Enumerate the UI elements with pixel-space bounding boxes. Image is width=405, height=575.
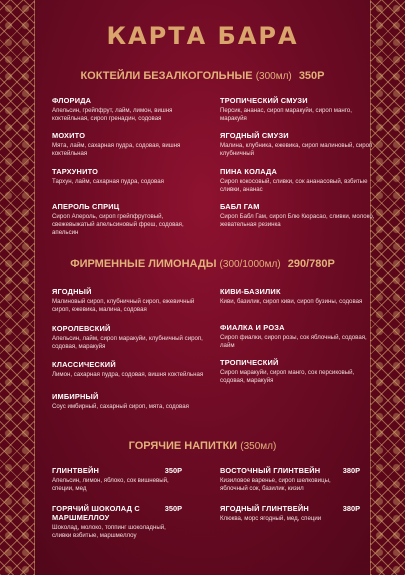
item-name: ФЛОРИДА (52, 96, 92, 105)
item-name: ТРОПИЧЕСКИЙ СМУЗИ (220, 96, 308, 105)
menu-item (52, 466, 182, 493)
section-volume: (300/1000мл) (219, 259, 281, 270)
item-price: 350Р (164, 504, 182, 513)
item-name: МОХИТО (52, 131, 86, 140)
item-description: Персик, ананас, сироп маракуйи, сироп манго, маракуйя (220, 107, 352, 122)
section-heading-hot-drinks (40, 440, 365, 452)
item-name: ЯГОДНЫЙ (52, 287, 92, 296)
item-description: Сироп Бабл Гам, сироп Блю Кюрасао, сливки, молоко, жевательная резинка (220, 213, 375, 228)
item-description: Шоколад, молоко, топпинг шоколадный, сливки взбитые, маршмеллоу (52, 524, 166, 539)
menu-item (52, 131, 207, 158)
menu-item (220, 466, 360, 493)
item-name: ЯГОДНЫЙ ГЛИНТВЕЙН (220, 504, 309, 513)
item-description: Сироп кокосовый, сливки, сок ананасовый, взбитые сливки, ананас (220, 178, 368, 193)
item-description: Малиновый сироп, клубничный сироп, ежевичный сироп, ежевика, малина, содовая (52, 298, 195, 313)
menu-item (52, 504, 182, 540)
menu-item (220, 167, 375, 194)
item-price: 380Р (342, 504, 360, 513)
ornament-border-left (0, 0, 35, 575)
item-description: Соус имбирный, сахарный сироп, мята, содовая (52, 403, 189, 410)
item-name: БАБЛ ГАМ (220, 202, 260, 211)
item-description: Апельсин, лайм, сироп маракуйи, клубничный сироп, содовая, маракуйя (52, 335, 203, 350)
item-name: ТАРХУНИТО (52, 167, 99, 176)
menu-item (220, 358, 375, 385)
menu-item (220, 287, 375, 306)
menu-item (52, 96, 207, 123)
section-name: ФИРМЕННЫЕ ЛИМОНАДЫ (70, 258, 217, 270)
item-name: ГОРЯЧИЙ ШОКОЛАД С МАРШМЕЛЛОУ (52, 504, 140, 522)
menu-item (220, 131, 375, 158)
page-title: КАРТА БАРА (106, 22, 299, 50)
item-description: Клюква, морс ягодный, мед, специи (220, 515, 322, 522)
item-name: ВОСТОЧНЫЙ ГЛИНТВЕЙН (220, 466, 321, 475)
item-name: ПИНА КОЛАДА (220, 167, 278, 176)
menu-item (52, 392, 207, 411)
item-name: ТРОПИЧЕСКИЙ (220, 358, 279, 367)
section-price: 350Р (298, 70, 325, 82)
item-name: ГЛИНТВЕЙН (52, 466, 100, 475)
item-name: КИВИ-БАЗИЛИК (220, 287, 281, 296)
menu-item (220, 96, 375, 123)
section-volume: (350мл) (240, 441, 277, 452)
section-heading-lemonades (40, 258, 365, 270)
section-heading-cocktails (40, 70, 365, 82)
menu-item (52, 287, 207, 314)
item-name: ИМБИРНЫЙ (52, 392, 99, 401)
item-name: КЛАССИЧЕСКИЙ (52, 360, 116, 369)
item-name: КОРОЛЕВСКИЙ (52, 324, 111, 333)
item-description: Апельсин, лимон, яблоко, сок вишневый, специи, мед (52, 477, 169, 492)
menu-item (52, 202, 207, 237)
ornament-border-right (370, 0, 405, 575)
item-description: Мята, лайм, сахарная пудра, содовая, вишня коктейльная (52, 142, 181, 157)
section-name: ГОРЯЧИЕ НАПИТКИ (128, 440, 238, 452)
section-volume: (300мл) (255, 71, 292, 82)
item-name: ФИАЛКА И РОЗА (220, 323, 285, 332)
item-description: Кизиловое варенье, сироп шелковицы, яблочный сок, базилик, кизил (220, 477, 331, 492)
item-price: 380Р (342, 466, 360, 475)
menu-item (220, 504, 360, 523)
item-description: Сироп маракуйи, сироп манго, сок персиковый, содовая, маракуйя (220, 369, 355, 384)
menu-item (52, 324, 207, 351)
item-name: АПЕРОЛЬ СПРИЦ (52, 202, 120, 211)
menu-item (52, 167, 207, 186)
item-description: Сироп фиалки, сироп розы, сок яблочный, содовая, лайм (220, 334, 367, 349)
menu-content (40, 0, 375, 575)
item-description: Сироп Апероль, сироп грейпфрутовый, свежевыжатый апельсиновый фреш, содовая, апельсин (52, 213, 184, 236)
item-description: Киви, базилик, сироп киви, сироп бузины, содовая (220, 298, 363, 305)
section-price: 290/780Р (287, 258, 335, 270)
item-description: Тархун, лайм, сахарная пудра, содовая (52, 178, 164, 185)
item-description: Апельсин, грейпфрут, лайм, лимон, вишня коктейльная, сироп гренадин, содовая (52, 107, 173, 122)
section-name: КОКТЕЙЛИ БЕЗАЛКОГОЛЬНЫЕ (80, 70, 253, 82)
item-description: Малина, клубника, ежевика, сироп малиновый, сироп клубничный (220, 142, 373, 157)
item-name: ЯГОДНЫЙ СМУЗИ (220, 131, 289, 140)
item-description: Лимон, сахарная пудра, содовая, вишня коктейльная (52, 371, 204, 378)
item-price: 350Р (164, 466, 182, 475)
menu-item (220, 202, 375, 229)
menu-item (220, 323, 375, 350)
menu-item (52, 360, 207, 379)
